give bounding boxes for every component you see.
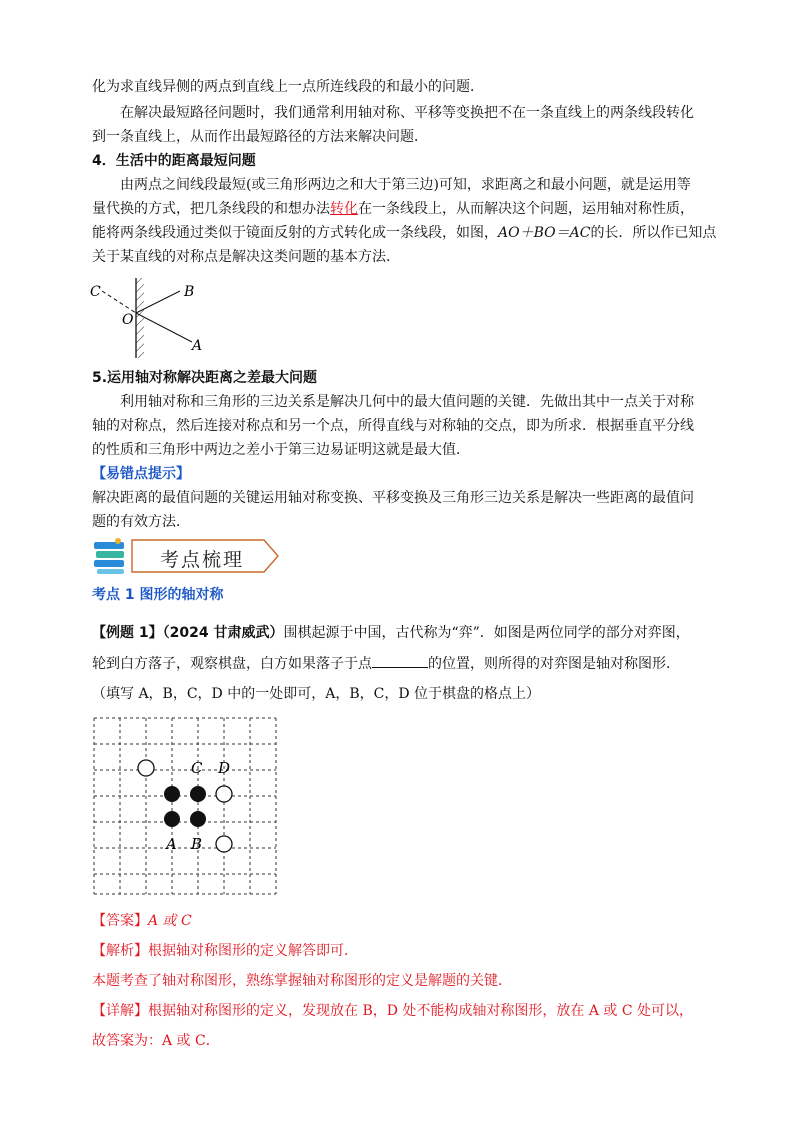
- analysis-line: [92, 941, 358, 961]
- banner-title: 考点梳理: [160, 549, 245, 571]
- analysis-label: 【解析】: [92, 943, 148, 959]
- section-4-heading: 4．生活中的距离最短问题: [92, 153, 256, 169]
- example-q1: 围棋起源于中国，古代称为“弈”．如图是两位同学的部分对弈图，: [283, 625, 690, 641]
- analysis-note: 本题考查了轴对称图形，熟练掌握轴对称图形的定义是解题的关键．: [92, 973, 512, 989]
- example-label: 【例题 1】: [92, 625, 163, 641]
- detail-line: [92, 1001, 693, 1021]
- example-1-line-1: [92, 623, 690, 643]
- label-a: A: [192, 338, 203, 354]
- example-source: （2024 甘肃威武）: [162, 625, 284, 641]
- answer-label: 【答案】: [92, 913, 148, 929]
- example-q2-a: 轮到白方落子，观察棋盘，白方如果落子于点: [92, 656, 372, 672]
- mirror-reflection-figure: [88, 272, 218, 362]
- white-stone: [216, 786, 232, 802]
- section-5-p2: 轴的对称点，然后连接对称点和另一个点，所得直线与对称轴的交点，即为所求．根据垂直平分线: [92, 418, 694, 434]
- label-c: C: [90, 284, 101, 300]
- segment-c-o: [102, 291, 136, 313]
- section-5-heading: 5.运用轴对称解决距离之差最大问题: [92, 370, 318, 386]
- intro-line-3: 到一条直线上，从而作出最短路径的方法来解决问题．: [92, 129, 428, 145]
- answer-line: [92, 911, 192, 931]
- answer-value: A 或 C: [148, 913, 192, 929]
- analysis-text: 根据轴对称图形的定义解答即可．: [148, 943, 358, 959]
- tip-heading: 【易错点提示】: [92, 466, 190, 482]
- white-stone: [216, 836, 232, 852]
- section-4-p2-b: 在一条线段上，从而解决这个问题，运用轴对称性质，: [358, 201, 694, 217]
- board-label-b: B: [191, 835, 203, 853]
- black-stone: [190, 811, 206, 827]
- intro-line-2: 在解决最短路径问题时，我们通常利用轴对称、平移等变换把不在一条直线上的两条线段转化: [120, 105, 694, 121]
- formula-ao-bo-ac: AO＋BO＝AC: [498, 225, 591, 241]
- segment-o-a: [136, 313, 192, 342]
- mirror-hatch: [136, 278, 144, 358]
- black-stone: [164, 786, 180, 802]
- section-4-p3-a: 能将两条线段通过类似于镜面反射的方式转化成一条线段，如图，: [92, 225, 498, 241]
- books-icon: [94, 538, 124, 574]
- tip-p1: 解决距离的最值问题的关键运用轴对称变换、平移变换及三角形三边关系是解决一些距离的最值问: [92, 490, 694, 506]
- section-5-p1: 利用轴对称和三角形的三边关系是解决几何中的最大值问题的关键．先做出其中一点关于对称: [120, 394, 694, 410]
- kaodian-1-heading: 考点 1 图形的轴对称: [92, 587, 224, 603]
- go-board: [90, 714, 282, 896]
- example-1-line-2: [92, 653, 680, 674]
- section-4-p2: [92, 199, 694, 219]
- tip-p2: 题的有效方法．: [92, 514, 190, 530]
- section-4-p3-b: 的长．所以作已知点: [590, 225, 717, 241]
- black-stone: [190, 786, 206, 802]
- example-q2-b: 的位置，则所得的对弈图是轴对称图形．: [428, 656, 680, 672]
- board-label-c: C: [191, 759, 203, 777]
- section-4-p2-a: 量代换的方式，把几条线段的和想办法: [92, 201, 330, 217]
- detail-conclusion: 故答案为：A 或 C．: [92, 1033, 220, 1049]
- label-b: B: [184, 284, 195, 300]
- detail-label: 【详解】: [92, 1003, 148, 1019]
- section-5-p3: 的性质和三角形中两边之差小于第三边易证明这就是最大值．: [92, 442, 470, 458]
- detail-text: 根据轴对称图形的定义，发现放在 B，D 处不能构成轴对称图形，放在 A 或 C 处可以，: [148, 1003, 694, 1019]
- section-4-p3: [92, 223, 716, 243]
- label-o: O: [122, 312, 134, 328]
- section-4-p4: 关于某直线的对称点是解决这类问题的基本方法．: [92, 249, 400, 265]
- board-label-d: D: [218, 759, 231, 777]
- white-stone: [138, 760, 154, 776]
- board-label-a: A: [166, 835, 177, 853]
- answer-blank: [372, 653, 428, 668]
- zhuanhua-link[interactable]: 转化: [330, 201, 358, 217]
- intro-line-1: 化为求直线异侧的两点到直线上一点所连线段的和最小的问题．: [92, 79, 484, 95]
- section-4-p1: 由两点之间线段最短(或三角形两边之和大于第三边)可知，求距离之和最小问题，就是运用等: [120, 177, 691, 193]
- example-1-line-3: （填写 A，B，C，D 中的一处即可，A，B，C，D 位于棋盘的格点上）: [92, 686, 541, 702]
- black-stone: [164, 811, 180, 827]
- board-grid: [94, 718, 276, 894]
